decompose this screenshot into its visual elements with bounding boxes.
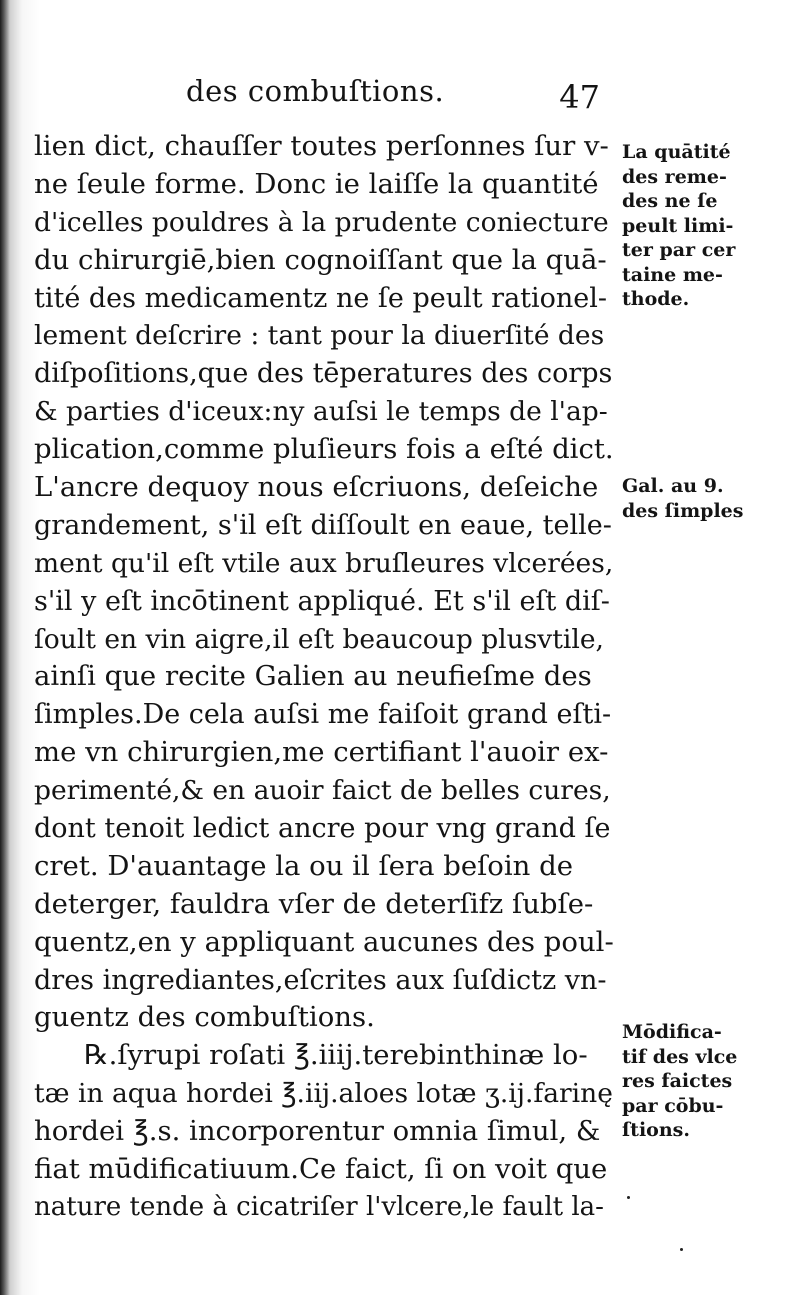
margin-note-line: ſtions. <box>622 1119 690 1141</box>
text-line: dres ingrediantes,eſcrites aux ſuſdictz vn- <box>34 964 607 996</box>
text-line: & parties d'iceux:ny auſsi le temps de l'ap- <box>34 396 608 428</box>
text-line: nature tende à cicatriſer l'vlcere,le fault la- <box>34 1191 604 1222</box>
margin-note-line: peult limi- <box>622 214 734 237</box>
text-line: fiat mūdificatiuum.Ce faict, ſi on voit que <box>34 1153 608 1186</box>
text-line: d'icelles pouldres à la prudente coniecture <box>34 206 609 238</box>
text-line: hordei ℥.s. incorporentur omnia ſimul, & <box>34 1115 601 1148</box>
main-text-block <box>34 128 614 1227</box>
text-line: plication,comme pluſieurs fois a eſté dict. <box>34 433 614 466</box>
margin-note-line: par cōbu- <box>622 1094 724 1117</box>
page-number: 47 <box>559 78 600 116</box>
margin-note-galen <box>622 474 743 523</box>
running-title: des combuſtions. <box>186 74 445 108</box>
text-line: ainſi que recite Galien au neufieſme des <box>34 660 592 693</box>
margin-note-line: Gal. au 9. <box>622 475 724 497</box>
text-line: s'il y eſt incōtinent appliqué. Et s'il eſt diſ- <box>34 585 610 617</box>
margin-note-quantity <box>622 140 735 312</box>
text-line: grandement, s'il eſt diſſoult en eaue, telle- <box>34 509 612 541</box>
margin-note-line: taine me- <box>622 263 723 286</box>
text-line: L'ancre dequoy nous eſcriuons, deſeiche <box>34 471 599 504</box>
margin-note-mundificatif <box>622 1020 737 1143</box>
text-line: ment qu'il eſt vtile aux bruſleures vlcerées, <box>34 547 614 579</box>
text-line: lement deſcrire : tant pour la diuerſité des <box>34 320 605 352</box>
ink-speck <box>627 1196 630 1199</box>
margin-note-line: La quātité <box>622 141 731 163</box>
text-line: ſoult en vin aigre,il eſt beaucoup plusvtile, <box>34 623 604 655</box>
margin-note-line: res faictes <box>622 1070 733 1092</box>
ink-speck <box>680 1248 683 1251</box>
text-line: ne ſeule forme. Donc ie laiſſe la quantité <box>34 167 599 200</box>
text-line: quentz,en y appliquant aucunes des poul- <box>34 925 614 958</box>
text-line: ℞.ſyrupi roſati ℥.iiij.terebinthinæ lo- <box>84 1039 588 1072</box>
text-line: perimenté,& en auoir faict de belles cures, <box>34 775 611 807</box>
text-line: tæ in aqua hordei ℥.iij.aloes lotæ ʒ.ij.farinę <box>34 1078 613 1110</box>
margin-note-line: des ne ſe <box>622 190 718 212</box>
margin-note-line: des ſimples <box>622 499 744 522</box>
margin-note-line: ter par cer <box>622 239 736 261</box>
text-line: du chirurgiē,bien cognoiſſant que la quā- <box>34 243 607 276</box>
text-line: cret. D'auantage la ou il ſera beſoin de <box>34 849 573 882</box>
margin-note-line: Mōdifica- <box>622 1021 722 1043</box>
text-line: guentz des combuſtions. <box>34 1001 375 1034</box>
text-line: tité des medicamentz ne ſe peult rationel- <box>34 282 608 314</box>
text-line: deterger, fauldra vſer de deterſifz ſubſe- <box>34 887 594 920</box>
margin-note-line: tif des vlce <box>622 1045 738 1068</box>
text-line: me vn chirurgien,me certifiant l'auoir ex- <box>34 736 609 769</box>
text-line: ſimples.De cela auſsi me faiſoit grand eſti- <box>34 699 612 731</box>
text-line: dont tenoit ledict ancre pour vng grand ſe <box>34 813 611 845</box>
margin-note-line: thode. <box>622 288 690 310</box>
text-line: diſpoſitions,que des tēperatures des corps <box>34 358 613 390</box>
margin-note-line: des reme- <box>622 165 727 188</box>
text-line: lien dict, chauſſer toutes perſonnes ſur v- <box>34 130 609 162</box>
page-header <box>180 74 610 118</box>
